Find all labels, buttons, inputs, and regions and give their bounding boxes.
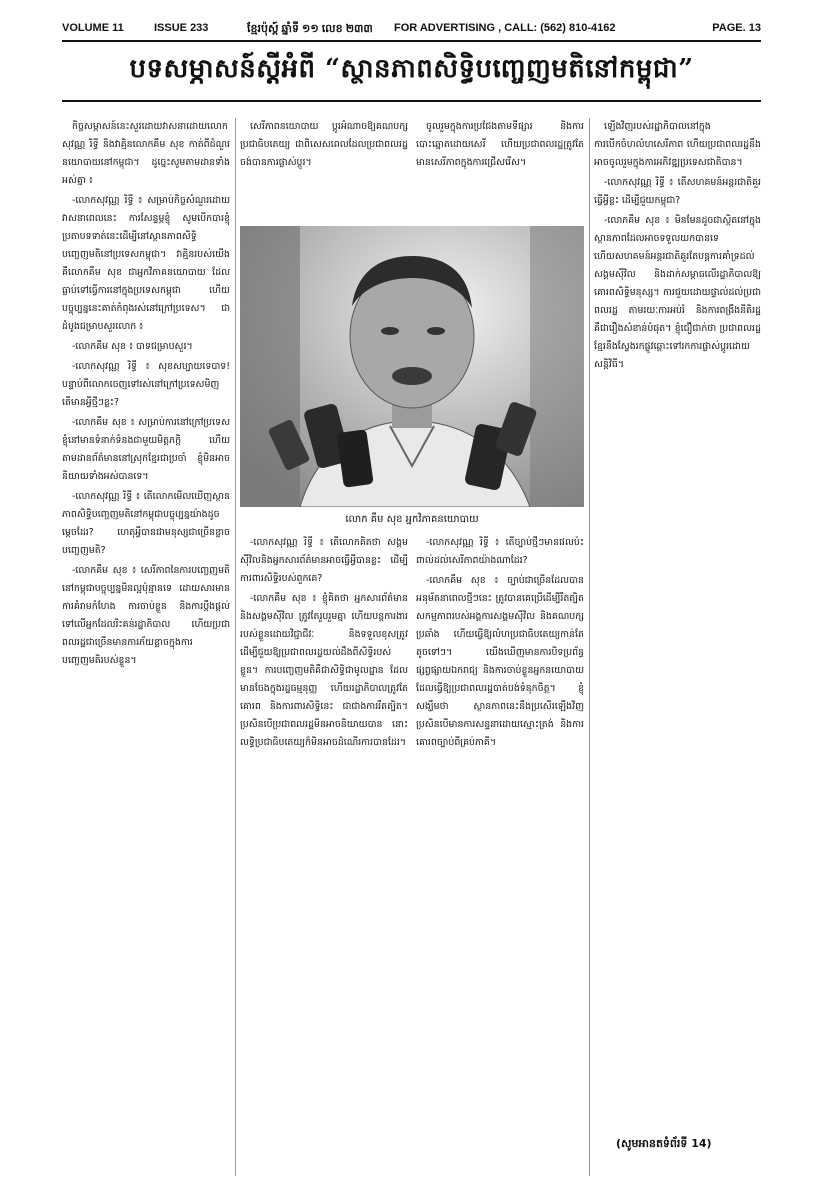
- paragraph: -លោកសុវណ្ណ រិទ្ធី ៖ តើលោកគិតថា សង្គមស៊ីវិលនិងអ្នកសារព័ត៌មានអាចធ្វើអ្វីបានខ្លះ ដើម្បីការពារសិទ្ធិរបស់ពួកគេ?: [240, 537, 408, 584]
- page-title: បទសម្ភាសន៍ស្ដីអំពី “ស្ថានភាពសិទ្ធិបញ្ចេញមតិនៅកម្ពុជា”: [129, 54, 694, 84]
- paragraph: ចូលរួមក្នុងការប្រជែងតាមទីផ្សារ និងការបោះឆ្នោតដោយសេរី ហើយប្រជាពលរដ្ឋត្រូវតែមានសេរីភាពក្នុងការជ្រើសរើស។: [416, 121, 584, 168]
- paragraph: -លោកគឹម សុខ ៖ ខ្ញុំគិតថា អ្នកសារព័ត៌មាននិងសង្គមស៊ីវិល ត្រូវតែរួបរួមគ្នា ហើយបន្តការងាររបស់ខ្លួនដោយវិជ្ជាជីវៈ និងទទួលខុសត្រូវ ដើម្បីជួយឱ្យប្រជាពលរដ្ឋយល់ដឹងពីសិទ្ធិរបស់ខ្លួន។ ការបញ្ចេញមតិគឺជាសិទ្ធិជាមូលដ្ឋាន ដែលមានចែងក្នុងរដ្ឋធម្មនុញ្ញ ហើយរដ្ឋាភិបាលត្រូវតែគោរព និងការពារសិទ្ធិនេះ ជាជាងការរឹតត្បិត។ ប្រសិនបើប្រជាពលរដ្ឋមិនអាចនិយាយបាន នោះលទ្ធិប្រជាធិបតេយ្យក៏មិនអាចដំណើរការបានដែរ។: [240, 593, 408, 748]
- paragraph: -លោកសុវណ្ណ រិទ្ធី ៖ តើច្បាប់ថ្មីៗមានផលប៉ះពាល់ដល់សេរីភាពយ៉ាងណាដែរ?: [416, 537, 584, 566]
- paragraph: ឡើងវិញរបស់រដ្ឋាភិបាលនៅក្នុងការបើកចំហលំហសេរីភាព ហើយប្រជាពលរដ្ឋនឹងអាចចូលរួមក្នុងការអភិវឌ្ឍប្រទេសជាតិបាន។: [594, 121, 761, 168]
- article-column-4: [594, 118, 761, 1128]
- paragraph: -លោកសុវណ្ណ រិទ្ធី ៖ សម្រាប់កិច្ចសំណួរដោយវាសនាពេលនេះ ការសែន្ទម្ភខ្ញុំ សូមបើកបារខ្ញុំប្រតាបទទាត់នេះដើម្បីនៅស្ថានភាពសិទ្ធិបញ្ចេញមតិនៅប្រទេសកម្ពុជា។ វាគ្មិនរបស់យើង គឺលោកគឹម សុខ ជាអ្នកវិភាគនយោបាយ ដែលធ្លាប់ទៅធ្វើការនៅក្នុងប្រទេសកម្ពុជា ហើយបច្ចុប្បន្ននេះគាត់កំពុងរស់នៅក្រៅប្រទេស។ ជាដំបូងជម្រាបសួរលោក ៖: [62, 195, 230, 332]
- interview-photo: [240, 226, 584, 507]
- paragraph: -លោកគឹម សុខ ៖ មិនមែនដូចជាស្ថិតនៅក្នុងស្ថានភាពដែលអាចទទួលយកបានទេ ហើយសហគមន៍អន្តរជាតិគួរតែបន្តការគាំទ្រដល់សង្គមស៊ីវិល និងដាក់សម្ពាធលើរដ្ឋាភិបាលឱ្យគោរពសិទ្ធិមនុស្ស។ ការជួយដោយផ្ទាល់ដល់ប្រជាពលរដ្ឋ តាមរយៈការអប់រំ និងការពង្រឹងនីតិរដ្ឋ គឺជារឿងសំខាន់បំផុត។ ខ្ញុំជឿជាក់ថា ប្រជាពលរដ្ឋខ្មែរនឹងស្វែងរកផ្លូវឆ្ពោះទៅរកការផ្លាស់ប្តូរដោយសន្តិវិធី។: [594, 215, 761, 370]
- paragraph: -លោកសុវណ្ណ រិទ្ធី ៖ តើលោកមើលឃើញស្ថានភាពសិទ្ធិបញ្ចេញមតិនៅកម្ពុជាបច្ចុប្បន្នយ៉ាងដូចម្តេចដែរ? ហេតុអ្វីបានជាមនុស្សជាច្រើនខ្លាចបញ្ចេញមតិ?: [62, 491, 230, 556]
- page-header: [62, 20, 761, 40]
- paragraph: កិច្ចសម្ភាសន៍នេះសួរដោយវាសនាដោយលោកសុវណ្ណ រិទ្ធី និងវាគ្មិនលោកគឹម សុខ កាត់ពីដំណួរនយោបាយនៅកម្ពុជា។ ដូច្នេះសូមតាមដានទាំងអស់គ្នា ៖: [62, 121, 230, 186]
- volume-label: VOLUME 11: [62, 22, 124, 34]
- article-column-3-top: [416, 118, 584, 222]
- column-divider: [589, 118, 590, 1176]
- portrait-image: [240, 226, 584, 507]
- article-column-2: [240, 534, 408, 1176]
- paragraph: សេរីភាពនយោបាយ ប្តូរអំណាចឱ្យគណបក្សប្រជាធិបតេយ្យ ជាពិសេសពេលដែលប្រជាពលរដ្ឋចង់បានការផ្លាស់ប្តូរ។: [240, 121, 408, 168]
- article-column-2-top: [240, 118, 408, 222]
- photo-caption: លោក គឹម សុខ អ្នកវិភាគនយោបាយ: [345, 514, 479, 525]
- title-rule: [62, 100, 761, 102]
- header-rule: [62, 40, 761, 42]
- column-divider: [235, 118, 236, 1176]
- page-number: PAGE. 13: [712, 22, 761, 34]
- continued-note: (សូមអានតទំព័រទី 14): [616, 1137, 712, 1150]
- paragraph: -លោកគឹម សុខ ៖ ច្បាប់ជាច្រើនដែលបានអនុម័តនាពេលថ្មីៗនេះ ត្រូវបានគេប្រើដើម្បីរឹតត្បិតសកម្មភាពរបស់អង្គការសង្គមស៊ីវិល និងគណបក្សប្រឆាំង ហើយធ្វើឱ្យលំហប្រជាធិបតេយ្យកាន់តែតូចទៅៗ។ យើងឃើញមានការបិទប្រព័ន្ធផ្សព្វផ្សាយឯករាជ្យ និងការចាប់ខ្លួនអ្នកនយោបាយ ដែលធ្វើឱ្យប្រជាពលរដ្ឋបាត់បង់ទំនុកចិត្ត។ ខ្ញុំសង្ឃឹមថា ស្ថានភាពនេះនឹងប្រសើរឡើងវិញ ប្រសិនបើមានការសន្ទនាដោយស្មោះត្រង់ និងការគោរពច្បាប់ពីគ្រប់ភាគី។: [416, 575, 584, 748]
- article-column-1: [62, 118, 230, 1176]
- khmer-date: ខ្មែរប៉ុស្ដ៍ ឆ្នាំទី ១១ លេខ ២៣៣: [247, 23, 373, 35]
- paragraph: -លោកសុវណ្ណ រិទ្ធី ៖ តើសហគមន៍អន្តរជាតិគួរធ្វើអ្វីខ្លះ ដើម្បីជួយកម្ពុជា?: [594, 177, 761, 206]
- paragraph: -លោកគឹម សុខ ៖ សេរីភាពនៃការបញ្ចេញមតិនៅកម្ពុជាបច្ចុប្បន្នមិនល្អប៉ុន្មានទេ ដោយសារមានការគំរាមកំហែង ការចាប់ខ្លួន និងការប្តឹងផ្តល់ទៅលើអ្នកដែលរិះគន់រដ្ឋាភិបាល ហើយប្រជាពលរដ្ឋជាច្រើនមានការភ័យខ្លាចក្នុងការបញ្ចេញមតិរបស់ខ្លួន។: [62, 565, 230, 666]
- advertising-line: FOR ADVERTISING , CALL: (562) 810-4162: [394, 22, 616, 34]
- paragraph: -លោកគឹម សុខ ៖ បាទជម្រាបសួរ។: [72, 341, 193, 352]
- paragraph: -លោកគឹម សុខ ៖ សម្រាប់ការនៅក្រៅប្រទេស ខ្ញុំនៅមានទំនាក់ទំនងជាមួយមិត្តភក្តិ ហើយតាមដានព័ត៌មាននៅស្រុកខ្មែរជាប្រចាំ ខ្ញុំមិនអាចនិយាយទាំងអស់បានទេ។: [62, 417, 230, 482]
- article-column-3: [416, 534, 584, 1176]
- paragraph: -លោកសុវណ្ណ រិទ្ធី ៖ សុខសប្បាយទេបាទ! បន្ទាប់ពីលោកចេញទៅរស់នៅក្រៅប្រទេសមិញ តើមានអ្វីថ្មីៗខ្លះ?: [62, 361, 230, 408]
- issue-label: ISSUE 233: [154, 22, 209, 34]
